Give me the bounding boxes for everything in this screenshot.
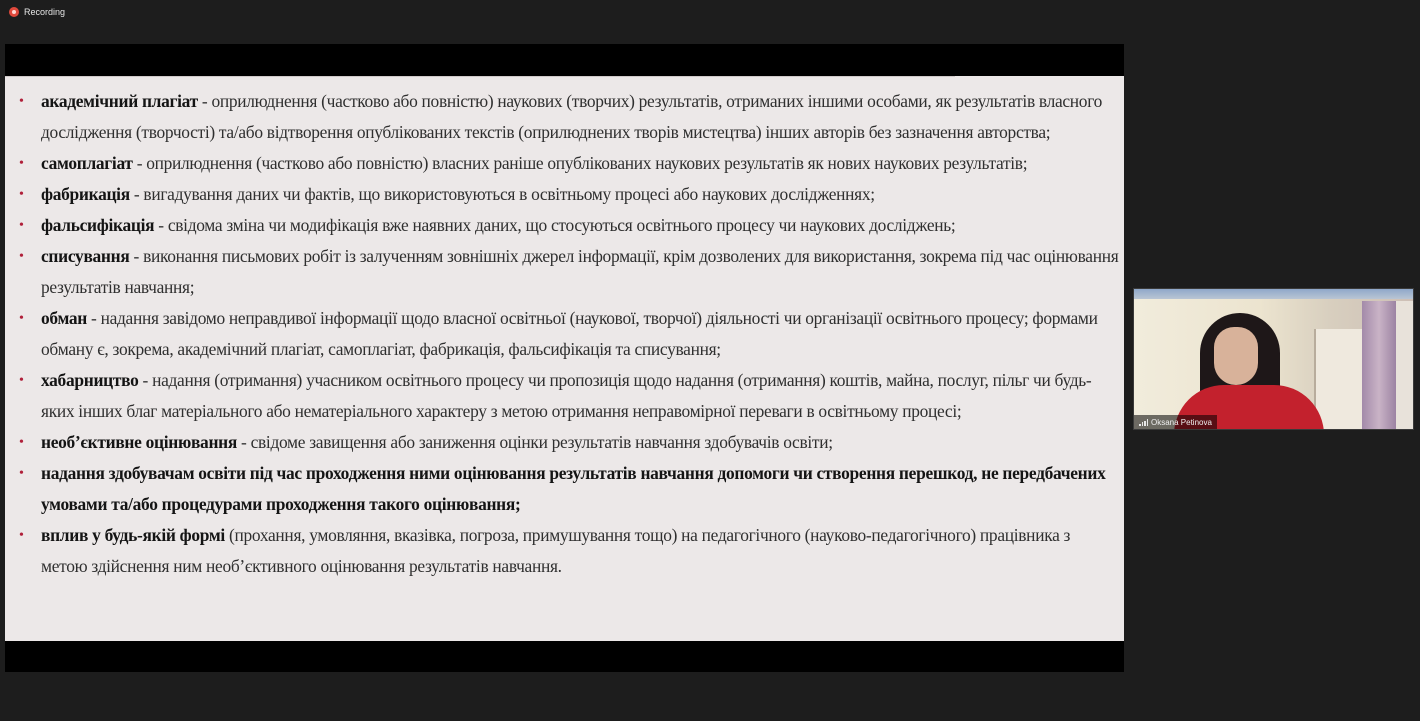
bullet-description: - виконання письмових робіт із залученням зовнішніх джерел інформації, крім дозволених для використання, зокрема під час оцінювання результатів навчання; (41, 246, 1119, 297)
ceiling-light (1134, 289, 1413, 299)
bullet-description: - оприлюднення (частково або повністю) власних раніше опублікованих наукових результатів як нових наукових результатів; (132, 153, 1028, 173)
participant-name-badge (1134, 415, 1217, 429)
participant-face (1214, 327, 1258, 385)
bullet-description: надання здобувачам освіти під час проходження ними оцінювання результатів навчання допомоги чи створення перешкод, не передбачених умовами та/або процедурами проходження такого оцінювання; (41, 463, 1106, 514)
bullet-term: необ’єктивне оцінювання (41, 432, 237, 452)
list-item (19, 303, 1119, 365)
bullet-icon: • (19, 373, 24, 388)
bullet-description: - надання (отримання) учасником освітнього процесу чи пропозиція щодо надання (отримання) коштів, майна, послуг, пільг чи будь-яких інших благ матеріального або нематеріального характеру з метою отримання неправомірної переваги в освітньому процесі; (41, 370, 1092, 421)
bullet-icon: • (19, 311, 24, 326)
participant-video-tile[interactable] (1133, 288, 1414, 430)
bullet-term: самоплагіат (41, 153, 133, 173)
list-item (19, 520, 1119, 582)
bullet-term: обман (41, 308, 87, 328)
bullet-description: - свідома зміна чи модифікація вже наявних даних, що стосуються освітнього процесу чи наукових досліджень; (154, 215, 956, 235)
list-item (19, 427, 1119, 458)
list-item (19, 458, 1119, 520)
window (1396, 301, 1414, 430)
curtain (1362, 301, 1396, 430)
screen-share (5, 44, 1124, 672)
bullet-icon: • (19, 466, 24, 481)
bullet-icon: • (19, 249, 24, 264)
bullet-term: вплив у будь-якій формі (41, 525, 225, 545)
bullet-list (19, 86, 1119, 582)
bullet-term: академічний плагіат (41, 91, 198, 111)
list-item (19, 365, 1119, 427)
list-item (19, 179, 1119, 210)
bullet-term: фальсифікація (41, 215, 155, 235)
list-item (19, 210, 1119, 241)
presentation-slide (5, 76, 1124, 641)
bullet-icon: • (19, 94, 24, 109)
signal-bars-icon (1139, 419, 1148, 426)
bullet-term: хабарництво (41, 370, 139, 390)
bullet-icon: • (19, 435, 24, 450)
bullet-term: фабрикація (41, 184, 130, 204)
record-icon (9, 7, 19, 17)
bullet-icon: • (19, 528, 24, 543)
recording-indicator (9, 7, 65, 17)
bullet-description: - оприлюднення (частково або повністю) наукових (творчих) результатів, отриманих іншими особами, як результатів власного дослідження (творчості) та/або відтворення опублікованих текстів (оприлюднених творів мистецтва) інших авторів без зазначення авторства; (41, 91, 1102, 142)
bullet-icon: • (19, 156, 24, 171)
bullet-description: - надання завідомо неправдивої інформації щодо власної освітньої (наукової, творчої) діяльності чи організації освітнього процесу; формами обману є, зокрема, академічний плагіат, самоплагіат, фабрикація, фальсифікація та списування; (41, 308, 1098, 359)
bullet-term: списування (41, 246, 130, 266)
bullet-icon: • (19, 218, 24, 233)
bullet-description: - вигадування даних чи фактів, що використовуються в освітньому процесі або наукових дослідженнях; (129, 184, 875, 204)
bullet-icon: • (19, 187, 24, 202)
recording-label: Recording (24, 7, 66, 17)
bullet-description: (прохання, умовляння, вказівка, погроза, примушування тощо) на педагогічного (науково-педагогічного) працівника з метою здійснення ним необ’єктивного оцінювання результатів навчання. (41, 525, 1071, 576)
slide-divider (5, 76, 955, 77)
bullet-description: - свідоме завищення або заниження оцінки результатів навчання здобувачів освіти; (237, 432, 833, 452)
participant-name: Oksana Petinova (1151, 417, 1212, 427)
list-item (19, 86, 1119, 148)
list-item (19, 241, 1119, 303)
list-item (19, 148, 1119, 179)
